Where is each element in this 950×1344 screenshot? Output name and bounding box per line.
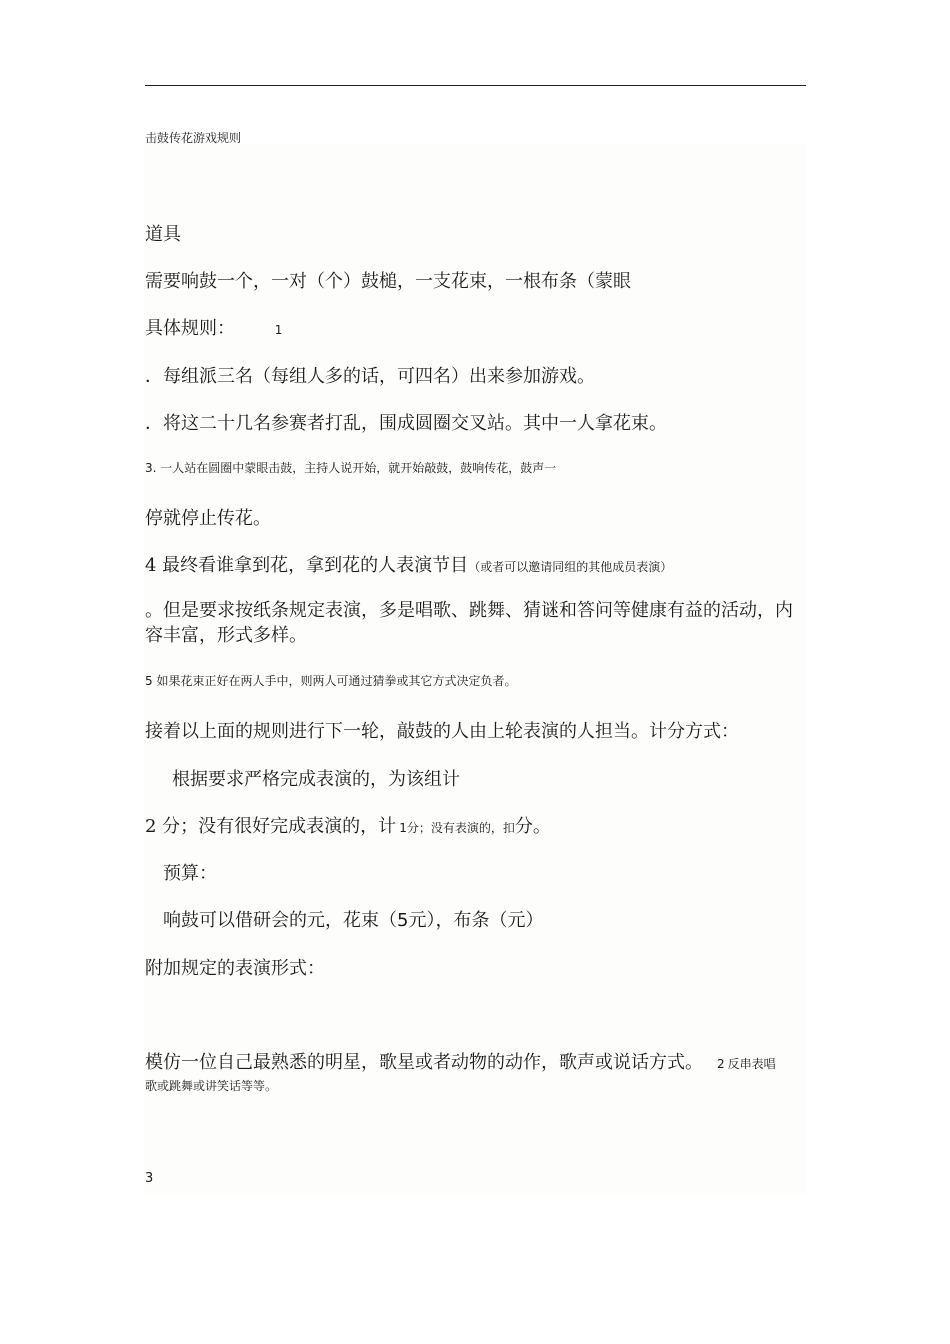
page-body-background: [144, 144, 806, 1194]
budget-text: [163, 906, 543, 932]
rule-2: ．将这二十几名参赛者打乱，围成圆圈交叉站。其中一人拿花束。: [145, 413, 667, 434]
extra-heading: 附加规定的表演形式：: [145, 958, 325, 979]
rule-4-text: 4 最终看谁拿到花，拿到花的人表演节目: [145, 555, 469, 576]
rule-5: [145, 672, 516, 689]
next-round-text: 接着以上面的规则进行下一轮，敲鼓的人由上轮表演的人担当。计分方式：: [145, 721, 739, 742]
form-1: [145, 1048, 776, 1074]
props-text: 需要响鼓一个，一对（个）鼓槌，一支花束，一根布条（蒙眼: [145, 271, 631, 292]
form-2-text-a: 反串表唱: [727, 1057, 776, 1071]
score-rule-1: 根据要求严格完成表演的，为该组计: [172, 769, 460, 790]
score-rule-2-part-c: 分；没有表演的，扣: [406, 821, 515, 835]
rule-1: ．每组派三名（每组人多的话，可四名）出来参加游戏。: [145, 366, 595, 387]
rule-5-text: 如果花束正好在两人手中，则两人可通过猜拳或其它方式决定负者。: [156, 674, 517, 688]
rules-heading: [145, 314, 282, 340]
budget-part-a: 响鼓可以借研会的元，花束（: [163, 910, 397, 931]
rule-4: [145, 551, 672, 577]
rules-number-1: 1: [274, 323, 283, 337]
form-2-number: 2: [717, 1057, 725, 1071]
props-heading: 道具: [145, 224, 181, 245]
rule-3-continued: 停就停止传花。: [145, 508, 271, 529]
form-1-text: 模仿一位自己最熟悉的明星，歌星或者动物的动作，歌声或说话方式。: [145, 1052, 703, 1073]
rule-5-number: 5: [145, 674, 153, 688]
document-title: 击鼓传花游戏规则: [145, 131, 242, 145]
score-rule-2: [145, 812, 551, 838]
form-3-number: 3: [145, 1171, 154, 1186]
rule-3-text: 一人站在圆圈中蒙眼击鼓，主持人说开始，就开始敲鼓，鼓响传花，鼓声一: [160, 461, 557, 475]
budget-flower-price: 5: [397, 910, 409, 931]
score-rule-2-number: 1: [399, 821, 407, 835]
form-2-continued: 歌或跳舞或讲笑话等等。: [145, 1079, 278, 1093]
rule-4-continued: 。但是要求按纸条规定表演，多是唱歌、跳舞、猜谜和答问等健康有益的活动，内容丰富，形式多样。: [145, 600, 793, 646]
rule-3: [145, 459, 556, 476]
score-rule-2-part-d: 分。: [514, 816, 551, 837]
budget-heading: 预算：: [163, 863, 217, 884]
rules-heading-label: 具体规则：: [145, 318, 235, 339]
rule-4-note: （或者可以邀请同组的其他成员表演）: [468, 560, 673, 574]
budget-part-c: 元），布条（元）: [408, 910, 544, 931]
rule-3-number: 3.: [145, 461, 157, 475]
score-rule-2-part-a: 2 分；没有很好完成表演的，计: [145, 816, 397, 837]
header-rule: [145, 85, 806, 86]
